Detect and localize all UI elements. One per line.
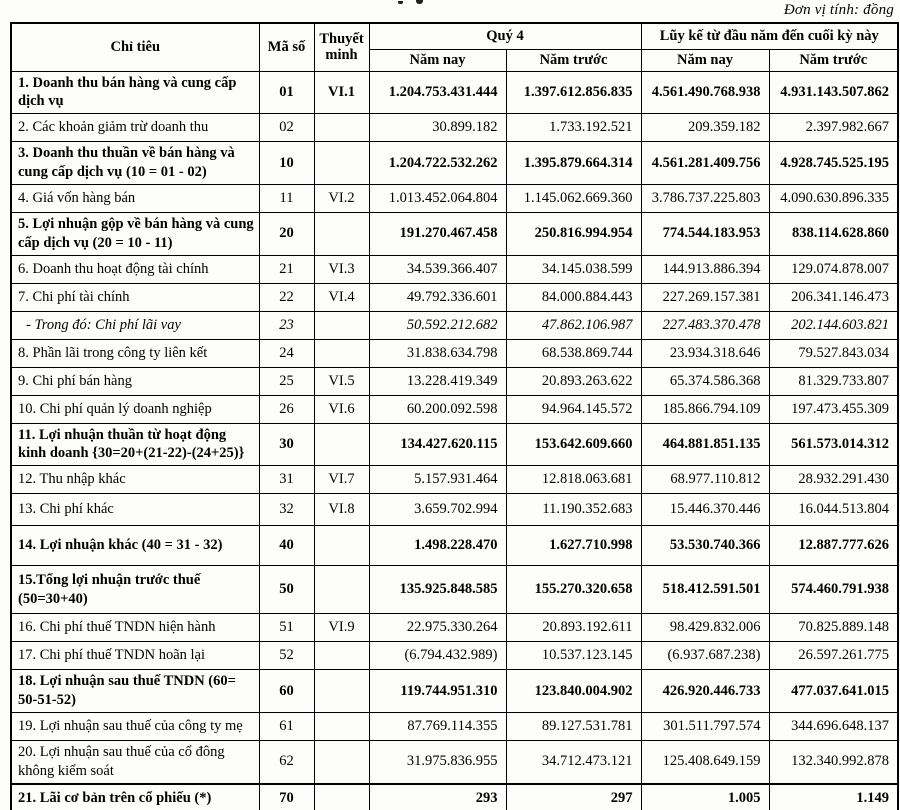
cell-ytd-this-year: 68.977.110.812: [641, 466, 769, 494]
row-label: 7. Chi phí tài chính: [11, 283, 259, 311]
cell-q4-last-year: 47.862.106.987: [506, 311, 641, 339]
cell-ytd-last-year: 206.341.146.473: [769, 283, 898, 311]
row-note: [314, 114, 369, 142]
cell-ytd-last-year: 12.887.777.626: [769, 526, 898, 566]
cell-q4-last-year: 20.893.263.622: [506, 367, 641, 395]
header-quy4: Quý 4: [369, 23, 641, 49]
cell-ytd-this-year: 4.561.281.409.756: [641, 142, 769, 185]
cell-ytd-last-year: 26.597.261.775: [769, 642, 898, 670]
table-row: [11, 71, 898, 114]
cell-q4-last-year: 1.145.062.669.360: [506, 184, 641, 212]
cell-q4-this-year: 31.975.836.955: [369, 740, 506, 783]
row-note: VI.2: [314, 184, 369, 212]
row-code: 61: [259, 712, 314, 740]
cell-q4-last-year: 11.190.352.683: [506, 494, 641, 526]
cell-ytd-last-year: 81.329.733.807: [769, 367, 898, 395]
cell-ytd-this-year: 144.913.886.394: [641, 255, 769, 283]
cell-ytd-this-year: 1.005: [641, 784, 769, 810]
row-code: 25: [259, 367, 314, 395]
table-row: [11, 526, 898, 566]
cell-q4-this-year: 31.838.634.798: [369, 339, 506, 367]
row-label: 2. Các khoản giảm trừ doanh thu: [11, 114, 259, 142]
cell-ytd-last-year: 4.931.143.507.862: [769, 71, 898, 114]
row-note: [314, 784, 369, 810]
cell-ytd-last-year: 79.527.843.034: [769, 339, 898, 367]
cell-ytd-this-year: 4.561.490.768.938: [641, 71, 769, 114]
header-chi-tieu: Chỉ tiêu: [11, 23, 259, 71]
cell-q4-this-year: 135.925.848.585: [369, 566, 506, 614]
table-row: [11, 114, 898, 142]
row-label: 19. Lợi nhuận sau thuế của công ty mẹ: [11, 712, 259, 740]
cell-q4-last-year: 123.840.004.902: [506, 670, 641, 713]
cell-q4-last-year: 1.397.612.856.835: [506, 71, 641, 114]
cell-ytd-last-year: 2.397.982.667: [769, 114, 898, 142]
cell-ytd-last-year: 70.825.889.148: [769, 614, 898, 642]
row-note: [314, 740, 369, 783]
row-label: - Trong đó: Chi phí lãi vay: [11, 311, 259, 339]
cell-ytd-this-year: 426.920.446.733: [641, 670, 769, 713]
cell-ytd-last-year: 477.037.641.015: [769, 670, 898, 713]
cell-ytd-last-year: 1.149: [769, 784, 898, 810]
cell-ytd-this-year: 125.408.649.159: [641, 740, 769, 783]
row-label: 9. Chi phí bán hàng: [11, 367, 259, 395]
row-label: 1. Doanh thu bán hàng và cung cấp dịch vụ: [11, 71, 259, 114]
table-row: [11, 670, 898, 713]
table-row: [11, 466, 898, 494]
row-note: [314, 339, 369, 367]
cell-ytd-last-year: 574.460.791.938: [769, 566, 898, 614]
cell-q4-this-year: 3.659.702.994: [369, 494, 506, 526]
row-note: [314, 712, 369, 740]
row-label: 18. Lợi nhuận sau thuế TNDN (60= 50-51-52): [11, 670, 259, 713]
cell-ytd-last-year: 838.114.628.860: [769, 212, 898, 255]
header-ma-so: Mã số: [259, 23, 314, 71]
cell-ytd-last-year: 132.340.992.878: [769, 740, 898, 783]
row-label: 14. Lợi nhuận khác (40 = 31 - 32): [11, 526, 259, 566]
cell-ytd-this-year: 774.544.183.953: [641, 212, 769, 255]
row-code: 62: [259, 740, 314, 783]
cell-q4-last-year: 155.270.320.658: [506, 566, 641, 614]
cell-ytd-this-year: 464.881.851.135: [641, 423, 769, 466]
row-label: 17. Chi phí thuế TNDN hoãn lại: [11, 642, 259, 670]
cell-q4-this-year: 119.744.951.310: [369, 670, 506, 713]
cell-ytd-last-year: 561.573.014.312: [769, 423, 898, 466]
cell-q4-last-year: 1.395.879.664.314: [506, 142, 641, 185]
row-code: 32: [259, 494, 314, 526]
row-note: [314, 311, 369, 339]
row-code: 21: [259, 255, 314, 283]
cell-q4-last-year: 1.627.710.998: [506, 526, 641, 566]
cell-ytd-this-year: 98.429.832.006: [641, 614, 769, 642]
row-note: [314, 423, 369, 466]
row-code: 01: [259, 71, 314, 114]
cell-q4-last-year: 12.818.063.681: [506, 466, 641, 494]
table-body: [11, 71, 898, 810]
row-label: 10. Chi phí quản lý doanh nghiệp: [11, 395, 259, 423]
cell-q4-this-year: 49.792.336.601: [369, 283, 506, 311]
row-note: [314, 212, 369, 255]
cell-ytd-this-year: 518.412.591.501: [641, 566, 769, 614]
cell-q4-this-year: 60.200.092.598: [369, 395, 506, 423]
cell-ytd-this-year: 227.483.370.478: [641, 311, 769, 339]
row-note: VI.7: [314, 466, 369, 494]
table-row: [11, 494, 898, 526]
cell-q4-last-year: 68.538.869.744: [506, 339, 641, 367]
row-note: [314, 642, 369, 670]
row-label: 12. Thu nhập khác: [11, 466, 259, 494]
header-q4-nam-truoc: Năm trước: [506, 49, 641, 71]
cell-q4-this-year: 30.899.182: [369, 114, 506, 142]
table-row: [11, 142, 898, 185]
row-label: 15.Tổng lợi nhuận trước thuế (50=30+40): [11, 566, 259, 614]
row-label: 13. Chi phí khác: [11, 494, 259, 526]
header-lk-nam-nay: Năm nay: [641, 49, 769, 71]
cell-q4-this-year: 22.975.330.264: [369, 614, 506, 642]
cell-ytd-this-year: 185.866.794.109: [641, 395, 769, 423]
cell-q4-last-year: 20.893.192.611: [506, 614, 641, 642]
table-row: [11, 255, 898, 283]
cell-ytd-this-year: 209.359.182: [641, 114, 769, 142]
cell-q4-this-year: 1.498.228.470: [369, 526, 506, 566]
row-code: 30: [259, 423, 314, 466]
cell-ytd-this-year: 301.511.797.574: [641, 712, 769, 740]
row-code: 22: [259, 283, 314, 311]
table-row: [11, 212, 898, 255]
row-code: 02: [259, 114, 314, 142]
row-note: [314, 142, 369, 185]
cell-q4-this-year: 13.228.419.349: [369, 367, 506, 395]
cell-ytd-this-year: (6.937.687.238): [641, 642, 769, 670]
cell-ytd-last-year: 4.928.745.525.195: [769, 142, 898, 185]
row-note: [314, 670, 369, 713]
row-label: 11. Lợi nhuận thuần từ hoạt động kinh doanh {30=20+(21-22)-(24+25)}: [11, 423, 259, 466]
row-note: VI.5: [314, 367, 369, 395]
table-row: [11, 395, 898, 423]
header-thuyet-minh: Thuyết minh: [314, 23, 369, 71]
cell-q4-this-year: 50.592.212.682: [369, 311, 506, 339]
cell-q4-last-year: 34.145.038.599: [506, 255, 641, 283]
cell-ytd-this-year: 15.446.370.446: [641, 494, 769, 526]
cell-ytd-last-year: 16.044.513.804: [769, 494, 898, 526]
unit-label: Đơn vị tính: đồng: [783, 2, 894, 18]
cell-q4-this-year: 191.270.467.458: [369, 212, 506, 255]
cell-ytd-last-year: 4.090.630.896.335: [769, 184, 898, 212]
row-note: VI.3: [314, 255, 369, 283]
row-note: VI.1: [314, 71, 369, 114]
row-code: 31: [259, 466, 314, 494]
row-label: 21. Lãi cơ bản trên cổ phiếu (*): [11, 784, 259, 810]
cell-ytd-this-year: 65.374.586.368: [641, 367, 769, 395]
cell-ytd-this-year: 23.934.318.646: [641, 339, 769, 367]
cell-q4-this-year: 134.427.620.115: [369, 423, 506, 466]
table-row: [11, 642, 898, 670]
cell-ytd-this-year: 53.530.740.366: [641, 526, 769, 566]
row-note: [314, 526, 369, 566]
cropped-text-artifact: [398, 0, 428, 5]
cell-q4-this-year: 5.157.931.464: [369, 466, 506, 494]
row-note: VI.9: [314, 614, 369, 642]
row-code: 50: [259, 566, 314, 614]
cell-ytd-this-year: 227.269.157.381: [641, 283, 769, 311]
row-code: 11: [259, 184, 314, 212]
header-luy-ke: Lũy kế từ đầu năm đến cuối kỳ này: [641, 23, 898, 49]
cell-q4-this-year: 1.204.722.532.262: [369, 142, 506, 185]
row-label: 5. Lợi nhuận gộp về bán hàng và cung cấp dịch vụ (20 = 10 - 11): [11, 212, 259, 255]
cell-ytd-last-year: 344.696.648.137: [769, 712, 898, 740]
row-code: 23: [259, 311, 314, 339]
row-code: 24: [259, 339, 314, 367]
table-row: [11, 614, 898, 642]
row-label: 6. Doanh thu hoạt động tài chính: [11, 255, 259, 283]
cell-q4-last-year: 1.733.192.521: [506, 114, 641, 142]
row-note: VI.4: [314, 283, 369, 311]
row-code: 51: [259, 614, 314, 642]
row-note: [314, 566, 369, 614]
cell-ytd-last-year: 202.144.603.821: [769, 311, 898, 339]
row-code: 10: [259, 142, 314, 185]
table-row: [11, 784, 898, 810]
cell-q4-last-year: 10.537.123.145: [506, 642, 641, 670]
cell-ytd-last-year: 28.932.291.430: [769, 466, 898, 494]
row-note: VI.8: [314, 494, 369, 526]
row-label: 3. Doanh thu thuần về bán hàng và cung cấp dịch vụ (10 = 01 - 02): [11, 142, 259, 185]
table-row: [11, 566, 898, 614]
cell-q4-last-year: 84.000.884.443: [506, 283, 641, 311]
cell-q4-last-year: 94.964.145.572: [506, 395, 641, 423]
row-label: 16. Chi phí thuế TNDN hiện hành: [11, 614, 259, 642]
cell-ytd-this-year: 3.786.737.225.803: [641, 184, 769, 212]
row-code: 26: [259, 395, 314, 423]
row-label: 8. Phần lãi trong công ty liên kết: [11, 339, 259, 367]
row-label: 4. Giá vốn hàng bán: [11, 184, 259, 212]
header-row-group: [11, 23, 898, 49]
table-row: [11, 367, 898, 395]
table-row: [11, 339, 898, 367]
cell-q4-this-year: 293: [369, 784, 506, 810]
cell-q4-this-year: (6.794.432.989): [369, 642, 506, 670]
cell-q4-last-year: 297: [506, 784, 641, 810]
cell-q4-this-year: 1.013.452.064.804: [369, 184, 506, 212]
row-code: 60: [259, 670, 314, 713]
table-row: [11, 311, 898, 339]
table-row: [11, 712, 898, 740]
cell-q4-this-year: 34.539.366.407: [369, 255, 506, 283]
cell-ytd-last-year: 197.473.455.309: [769, 395, 898, 423]
cell-q4-last-year: 34.712.473.121: [506, 740, 641, 783]
table-row: [11, 184, 898, 212]
row-code: 40: [259, 526, 314, 566]
row-code: 20: [259, 212, 314, 255]
table-row: [11, 283, 898, 311]
row-code: 70: [259, 784, 314, 810]
cell-q4-last-year: 89.127.531.781: [506, 712, 641, 740]
row-label: 20. Lợi nhuận sau thuế của cổ đông không kiểm soát: [11, 740, 259, 783]
cell-q4-last-year: 153.642.609.660: [506, 423, 641, 466]
header-q4-nam-nay: Năm nay: [369, 49, 506, 71]
table-row: [11, 423, 898, 466]
cell-q4-last-year: 250.816.994.954: [506, 212, 641, 255]
table-row: [11, 740, 898, 783]
cell-q4-this-year: 1.204.753.431.444: [369, 71, 506, 114]
income-statement-table: [10, 22, 899, 810]
row-note: VI.6: [314, 395, 369, 423]
cell-q4-this-year: 87.769.114.355: [369, 712, 506, 740]
cell-ytd-last-year: 129.074.878.007: [769, 255, 898, 283]
header-lk-nam-truoc: Năm trước: [769, 49, 898, 71]
row-code: 52: [259, 642, 314, 670]
